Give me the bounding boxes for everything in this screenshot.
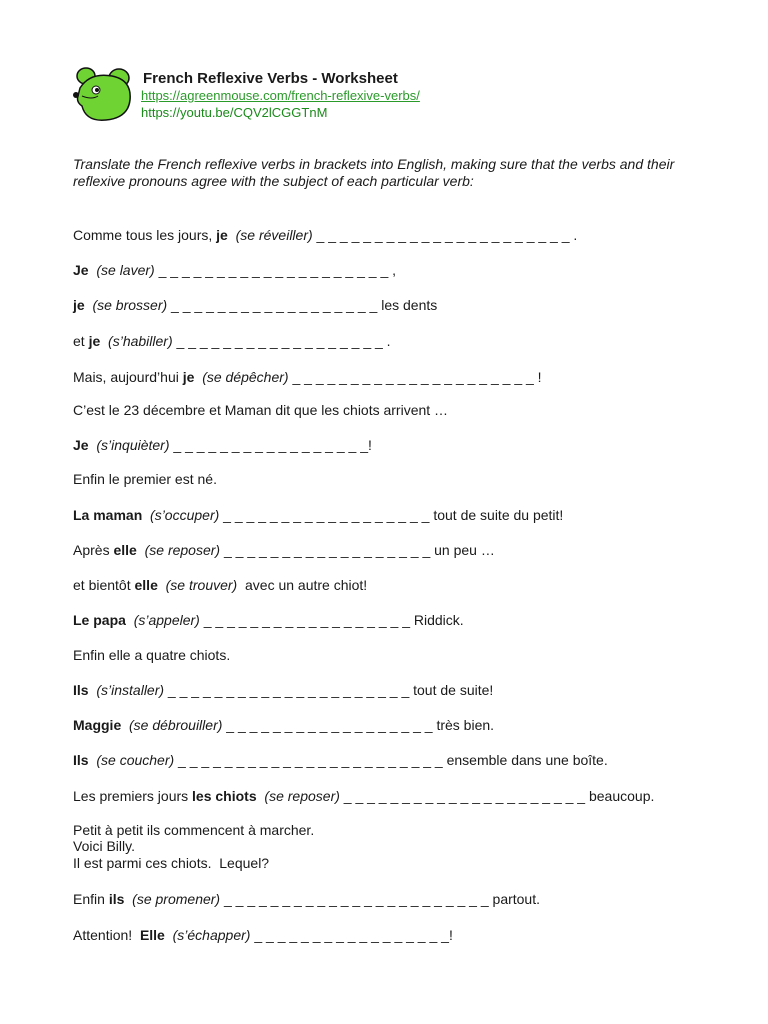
line-text: et [73,333,89,349]
subject: je [88,333,101,349]
subject: elle [134,577,158,593]
exercise-line [73,927,453,944]
answer-blank: _ _ _ _ _ _ _ _ _ _ _ _ _ _ _ _ _ _ _ _ _ _ . [312,227,578,243]
answer-blank: _ _ _ _ _ _ _ _ _ _ _ _ _ _ _ _ _ _ _ _ _ beaucoup. [339,788,655,804]
video-link[interactable]: https://youtu.be/CQV2lCGGTnM [141,105,328,120]
exercise-line [73,262,396,279]
subject: Je [73,262,89,278]
subject: Ils [73,752,89,768]
answer-blank: _ _ _ _ _ _ _ _ _ _ _ _ _ _ _ _ _! [169,437,372,453]
exercise-line [73,333,391,350]
verb-prompt: (s’inquièter) [96,437,170,453]
subject: La maman [73,507,143,523]
exercise-line [73,507,563,524]
line-text: C’est le 23 décembre et Maman dit que les chiots arrivent … [73,402,449,418]
answer-blank: _ _ _ _ _ _ _ _ _ _ _ _ _ _ _ _ _ _ tout de suite du petit! [219,507,564,523]
line-text: Enfin [73,891,109,907]
verb-prompt: (s’échapper) [172,927,251,943]
answer-blank: _ _ _ _ _ _ _ _ _ _ _ _ _ _ _ _ _ _ . [172,333,391,349]
verb-prompt: (s’appeler) [133,612,200,628]
website-link[interactable]: https://agreenmouse.com/french-reflexive-verbs/ [141,88,420,103]
answer-blank: _ _ _ _ _ _ _ _ _ _ _ _ _ _ _ _ _ _ un peu … [220,542,495,558]
line-text: Attention! [73,927,140,943]
verb-prompt: (se promener) [132,891,221,907]
answer-blank: _ _ _ _ _ _ _ _ _ _ _ _ _ _ _ _ _ _ _ _ _ tout de suite! [164,682,494,698]
exercise-line [73,855,269,872]
exercise-line [73,227,577,244]
line-text: et bientôt [73,577,135,593]
exercise-line [73,577,367,594]
exercise-line [73,542,495,559]
exercise-line [73,682,493,699]
exercise-line [73,471,217,488]
verb-prompt: (se trouver) [165,577,238,593]
answer-blank: _ _ _ _ _ _ _ _ _ _ _ _ _ _ _ _ _ _ _ _ _ _ _ ensemble dans une boîte. [174,752,608,768]
verb-prompt: (se laver) [96,262,155,278]
exercise-line [73,788,654,805]
answer-blank: _ _ _ _ _ _ _ _ _ _ _ _ _ _ _ _ _ _ les dents [167,297,438,313]
exercise-line [73,402,448,419]
answer-blank: _ _ _ _ _ _ _ _ _ _ _ _ _ _ _ _ _ _ _ _ _ ! [288,369,542,385]
subject: je [73,297,85,313]
subject: Le papa [73,612,126,628]
verb-prompt: (se brosser) [92,297,168,313]
subject: elle [113,542,137,558]
exercise-line [73,838,135,855]
instructions: Translate the French reflexive verbs in brackets into English, making sure that the verbs and their reflexive pronouns agree with the subject of each particular verb: [73,156,675,189]
line-text: Comme tous les jours, [73,227,217,243]
subject: Ils [73,682,89,698]
verb-prompt: (s’occuper) [150,507,220,523]
verb-prompt: (se réveiller) [235,227,313,243]
subject: les chiots [192,788,257,804]
line-text: Les premiers jours [73,788,193,804]
line-text: Après [73,542,114,558]
exercise-line [73,369,542,386]
subject: Elle [139,927,165,943]
exercise-line [73,752,608,769]
answer-blank: avec un autre chiot! [237,577,368,593]
answer-blank: _ _ _ _ _ _ _ _ _ _ _ _ _ _ _ _ _ _ _ _ _ _ _ partout. [220,891,541,907]
answer-blank: _ _ _ _ _ _ _ _ _ _ _ _ _ _ _ _ _ _ très bien. [222,717,495,733]
verb-prompt: (se reposer) [264,788,340,804]
exercise-line [73,891,540,908]
exercise-line [73,822,314,839]
exercise-line [73,717,494,734]
answer-blank: _ _ _ _ _ _ _ _ _ _ _ _ _ _ _ _ _ _ Riddick. [199,612,464,628]
green-mouse-icon [72,66,134,124]
line-text: Petit à petit ils commencent à marcher. [73,822,315,838]
line-text: Voici Billy. [73,838,135,854]
answer-blank: _ _ _ _ _ _ _ _ _ _ _ _ _ _ _ _ _ _ _ _ , [154,262,397,278]
subject: Je [73,437,89,453]
verb-prompt: (se reposer) [144,542,221,558]
verb-prompt: (s’habiller) [108,333,173,349]
answer-blank: _ _ _ _ _ _ _ _ _ _ _ _ _ _ _ _ _! [250,927,453,943]
exercise-line [73,612,464,629]
line-text: Enfin elle a quatre chiots. [73,647,231,663]
verb-prompt: (se débrouiller) [129,717,223,733]
verb-prompt: (se coucher) [96,752,175,768]
exercise-line [73,297,437,314]
subject: je [182,369,195,385]
exercise-line [73,647,230,664]
line-text: Enfin le premier est né. [73,471,217,487]
line-text: Mais, aujourd’hui [73,369,183,385]
page-title: French Reflexive Verbs - Worksheet [143,70,398,87]
subject: je [216,227,228,243]
verb-prompt: (s’installer) [96,682,165,698]
subject: ils [108,891,125,907]
subject: Maggie [73,717,122,733]
exercise-line [73,437,372,454]
verb-prompt: (se dépêcher) [202,369,289,385]
line-text: Il est parmi ces chiots. Lequel? [73,855,270,871]
